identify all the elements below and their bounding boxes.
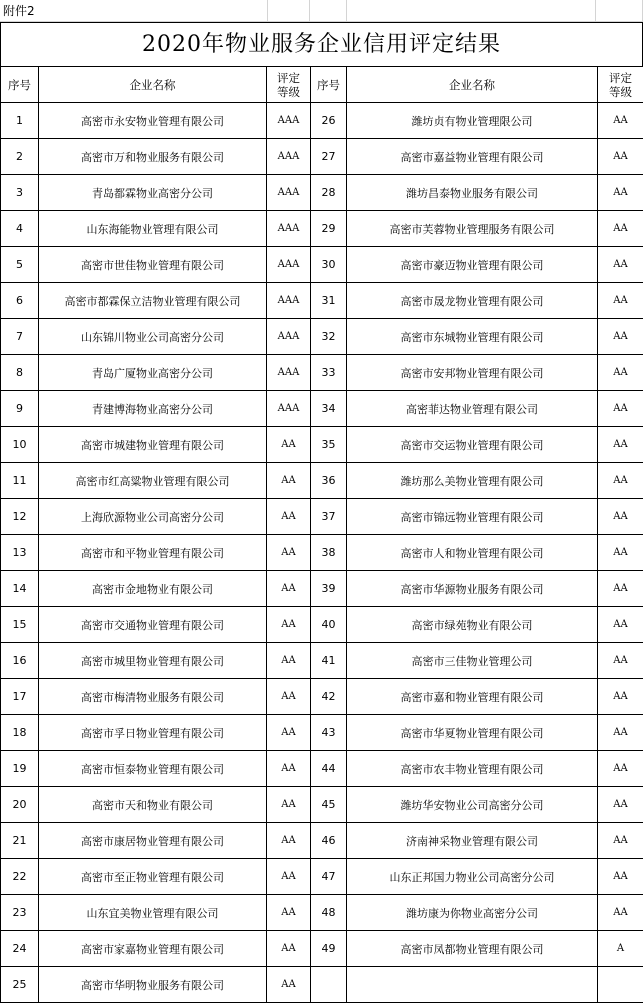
table-row xyxy=(1,715,643,751)
left-rating-grade[interactable]: AA xyxy=(267,499,311,535)
right-company-name[interactable]: 潍坊那么美物业管理有限公司 xyxy=(347,463,598,499)
right-company-name[interactable]: 高密市锦远物业管理有限公司 xyxy=(347,499,598,535)
right-rating-grade[interactable]: AA xyxy=(598,319,643,355)
right-company-name[interactable]: 高密市华夏物业管理有限公司 xyxy=(347,715,598,751)
right-rating-grade[interactable]: AA xyxy=(598,895,643,931)
header-company: 企业名称 xyxy=(39,67,267,103)
header-index: 序号 xyxy=(1,67,39,103)
right-company-name[interactable]: 高密市嘉益物业管理有限公司 xyxy=(347,139,598,175)
left-row-index[interactable]: 20 xyxy=(1,787,39,823)
right-rating-grade[interactable]: AA xyxy=(598,211,643,247)
empty-cell[interactable] xyxy=(310,0,347,22)
right-row-index[interactable]: 37 xyxy=(311,499,347,535)
left-company-name[interactable]: 高密市永安物业管理有限公司 xyxy=(39,103,267,139)
left-rating-grade[interactable]: AAA xyxy=(267,355,311,391)
top-row xyxy=(0,0,643,22)
header-row xyxy=(1,67,643,103)
page-title: 2020年物业服务企业信用评定结果 xyxy=(0,22,643,66)
right-company-name[interactable]: 高密菲达物业管理有限公司 xyxy=(347,391,598,427)
right-rating-grade[interactable]: AA xyxy=(598,175,643,211)
left-row-index[interactable]: 9 xyxy=(1,391,39,427)
table-row xyxy=(1,355,643,391)
right-company-name[interactable]: 高密市东城物业管理有限公司 xyxy=(347,319,598,355)
table-row xyxy=(1,463,643,499)
left-rating-grade[interactable]: AA xyxy=(267,751,311,787)
right-row-index[interactable]: 38 xyxy=(311,535,347,571)
table-row xyxy=(1,859,643,895)
header-grade-line2: 等级 xyxy=(609,84,632,99)
right-company-name[interactable]: 高密市安邦物业管理有限公司 xyxy=(347,355,598,391)
left-company-name[interactable]: 高密市孚日物业管理有限公司 xyxy=(39,715,267,751)
table-row xyxy=(1,679,643,715)
table-row xyxy=(1,499,643,535)
header-grade-line1: 评定 xyxy=(277,70,300,85)
left-rating-grade[interactable]: AAA xyxy=(267,103,311,139)
right-rating-grade[interactable]: AA xyxy=(598,679,643,715)
header-grade xyxy=(267,67,311,103)
left-company-name[interactable]: 上海欣源物业公司高密分公司 xyxy=(39,499,267,535)
right-rating-grade[interactable]: AA xyxy=(598,823,643,859)
right-company-name[interactable]: 高密市绿苑物业有限公司 xyxy=(347,607,598,643)
rating-table xyxy=(0,66,643,1003)
left-company-name[interactable]: 高密市康居物业管理有限公司 xyxy=(39,823,267,859)
right-company-name[interactable]: 山东正邦国力物业公司高密分公司 xyxy=(347,859,598,895)
right-rating-grade[interactable]: AA xyxy=(598,643,643,679)
left-row-index[interactable]: 10 xyxy=(1,427,39,463)
table-row xyxy=(1,571,643,607)
right-company-name[interactable]: 高密市晟龙物业管理有限公司 xyxy=(347,283,598,319)
header-grade-line1: 评定 xyxy=(609,70,632,85)
left-company-name[interactable]: 高密市都霖保立洁物业管理有限公司 xyxy=(39,283,267,319)
right-row-index[interactable]: 40 xyxy=(311,607,347,643)
left-row-index[interactable]: 17 xyxy=(1,679,39,715)
left-rating-grade[interactable]: AA xyxy=(267,931,311,967)
left-row-index[interactable]: 3 xyxy=(1,175,39,211)
left-row-index[interactable]: 7 xyxy=(1,319,39,355)
right-company-name[interactable]: 高密市农丰物业管理有限公司 xyxy=(347,751,598,787)
right-row-index[interactable]: 31 xyxy=(311,283,347,319)
left-row-index[interactable]: 23 xyxy=(1,895,39,931)
left-rating-grade[interactable]: AAA xyxy=(267,175,311,211)
header-index: 序号 xyxy=(311,67,347,103)
right-row-index[interactable] xyxy=(311,967,347,1003)
right-rating-grade[interactable] xyxy=(598,967,643,1003)
right-row-index[interactable]: 45 xyxy=(311,787,347,823)
left-rating-grade[interactable]: AAA xyxy=(267,391,311,427)
left-company-name[interactable]: 高密市万和物业服务有限公司 xyxy=(39,139,267,175)
right-rating-grade[interactable]: AA xyxy=(598,859,643,895)
right-rating-grade[interactable]: AA xyxy=(598,247,643,283)
table-row xyxy=(1,175,643,211)
left-rating-grade[interactable]: AA xyxy=(267,643,311,679)
left-row-index[interactable]: 14 xyxy=(1,571,39,607)
table-row xyxy=(1,643,643,679)
right-rating-grade[interactable]: AA xyxy=(598,355,643,391)
left-row-index[interactable]: 5 xyxy=(1,247,39,283)
right-rating-grade[interactable]: AA xyxy=(598,535,643,571)
table-row xyxy=(1,211,643,247)
left-company-name[interactable]: 高密市交通物业管理有限公司 xyxy=(39,607,267,643)
right-rating-grade[interactable]: A xyxy=(598,931,643,967)
table-row xyxy=(1,139,643,175)
left-rating-grade[interactable]: AA xyxy=(267,607,311,643)
left-company-name[interactable]: 青岛广厦物业高密分公司 xyxy=(39,355,267,391)
left-company-name[interactable]: 高密市城建物业管理有限公司 xyxy=(39,427,267,463)
left-company-name[interactable]: 青岛都霖物业高密分公司 xyxy=(39,175,267,211)
table-row xyxy=(1,391,643,427)
left-row-index[interactable]: 21 xyxy=(1,823,39,859)
table-row xyxy=(1,319,643,355)
left-company-name[interactable]: 高密市和平物业管理有限公司 xyxy=(39,535,267,571)
right-row-index[interactable]: 32 xyxy=(311,319,347,355)
empty-cell[interactable] xyxy=(347,0,596,22)
table-row xyxy=(1,751,643,787)
left-row-index[interactable]: 4 xyxy=(1,211,39,247)
left-company-name[interactable]: 高密市家嘉物业管理有限公司 xyxy=(39,931,267,967)
left-row-index[interactable]: 24 xyxy=(1,931,39,967)
right-rating-grade[interactable]: AA xyxy=(598,463,643,499)
right-row-index[interactable]: 44 xyxy=(311,751,347,787)
right-company-name[interactable]: 高密市华源物业服务有限公司 xyxy=(347,571,598,607)
right-row-index[interactable]: 33 xyxy=(311,355,347,391)
right-row-index[interactable]: 49 xyxy=(311,931,347,967)
right-row-index[interactable]: 36 xyxy=(311,463,347,499)
left-company-name[interactable]: 高密市梅清物业服务有限公司 xyxy=(39,679,267,715)
right-company-name[interactable]: 济南神采物业管理有限公司 xyxy=(347,823,598,859)
right-company-name[interactable]: 高密市交运物业管理有限公司 xyxy=(347,427,598,463)
table-row xyxy=(1,967,643,1003)
right-row-index[interactable]: 41 xyxy=(311,643,347,679)
left-row-index[interactable]: 12 xyxy=(1,499,39,535)
table-row xyxy=(1,103,643,139)
left-company-name[interactable]: 高密市华明物业服务有限公司 xyxy=(39,967,267,1003)
left-company-name[interactable]: 山东宜美物业管理有限公司 xyxy=(39,895,267,931)
left-rating-grade[interactable]: AA xyxy=(267,895,311,931)
left-company-name[interactable]: 高密市恒泰物业管理有限公司 xyxy=(39,751,267,787)
right-row-index[interactable]: 34 xyxy=(311,391,347,427)
right-row-index[interactable]: 26 xyxy=(311,103,347,139)
left-row-index[interactable]: 1 xyxy=(1,103,39,139)
left-rating-grade[interactable]: AA xyxy=(267,679,311,715)
right-company-name[interactable]: 高密市嘉和物业管理有限公司 xyxy=(347,679,598,715)
table-row xyxy=(1,427,643,463)
left-row-index[interactable]: 8 xyxy=(1,355,39,391)
left-rating-grade[interactable]: AAA xyxy=(267,211,311,247)
right-rating-grade[interactable]: AA xyxy=(598,715,643,751)
empty-cell[interactable] xyxy=(268,0,310,22)
right-row-index[interactable]: 43 xyxy=(311,715,347,751)
right-rating-grade[interactable]: AA xyxy=(598,283,643,319)
left-row-index[interactable]: 6 xyxy=(1,283,39,319)
left-rating-grade[interactable]: AA xyxy=(267,787,311,823)
attachment-label[interactable]: 附件2 xyxy=(0,0,268,22)
right-company-name[interactable] xyxy=(347,967,598,1003)
left-rating-grade[interactable]: AA xyxy=(267,967,311,1003)
right-row-index[interactable]: 39 xyxy=(311,571,347,607)
left-company-name[interactable]: 高密市世佳物业管理有限公司 xyxy=(39,247,267,283)
left-rating-grade[interactable]: AA xyxy=(267,715,311,751)
left-company-name[interactable]: 高密市城里物业管理有限公司 xyxy=(39,643,267,679)
left-rating-grade[interactable]: AA xyxy=(267,823,311,859)
table-row xyxy=(1,283,643,319)
left-row-index[interactable]: 2 xyxy=(1,139,39,175)
right-company-name[interactable]: 潍坊康为你物业高密分公司 xyxy=(347,895,598,931)
left-rating-grade[interactable]: AA xyxy=(267,859,311,895)
left-row-index[interactable]: 16 xyxy=(1,643,39,679)
right-row-index[interactable]: 48 xyxy=(311,895,347,931)
left-rating-grade[interactable]: AA xyxy=(267,463,311,499)
table-row xyxy=(1,895,643,931)
left-company-name[interactable]: 高密市金地物业有限公司 xyxy=(39,571,267,607)
left-rating-grade[interactable]: AA xyxy=(267,427,311,463)
right-company-name[interactable]: 潍坊贞有物业管理限公司 xyxy=(347,103,598,139)
right-company-name[interactable]: 高密市芙蓉物业管理服务有限公司 xyxy=(347,211,598,247)
right-company-name[interactable]: 高密市凤都物业管理有限公司 xyxy=(347,931,598,967)
right-rating-grade[interactable]: AA xyxy=(598,391,643,427)
left-company-name[interactable]: 高密市天和物业有限公司 xyxy=(39,787,267,823)
right-row-index[interactable]: 42 xyxy=(311,679,347,715)
left-row-index[interactable]: 22 xyxy=(1,859,39,895)
table-row xyxy=(1,823,643,859)
table-row xyxy=(1,607,643,643)
right-company-name[interactable]: 高密市人和物业管理有限公司 xyxy=(347,535,598,571)
left-company-name[interactable]: 高密市红高粱物业管理有限公司 xyxy=(39,463,267,499)
right-company-name[interactable]: 高密市豪迈物业管理有限公司 xyxy=(347,247,598,283)
left-rating-grade[interactable]: AAA xyxy=(267,139,311,175)
left-row-index[interactable]: 25 xyxy=(1,967,39,1003)
table-body xyxy=(1,103,643,1003)
left-company-name[interactable]: 山东锦川物业公司高密分公司 xyxy=(39,319,267,355)
empty-cell[interactable] xyxy=(596,0,643,22)
left-rating-grade[interactable]: AA xyxy=(267,571,311,607)
right-rating-grade[interactable]: AA xyxy=(598,607,643,643)
left-row-index[interactable]: 11 xyxy=(1,463,39,499)
table-row xyxy=(1,931,643,967)
left-row-index[interactable]: 18 xyxy=(1,715,39,751)
table-row xyxy=(1,535,643,571)
table-row xyxy=(1,247,643,283)
right-row-index[interactable]: 30 xyxy=(311,247,347,283)
header-grade-line2: 等级 xyxy=(277,84,300,99)
left-company-name[interactable]: 青建博海物业高密分公司 xyxy=(39,391,267,427)
right-rating-grade[interactable]: AA xyxy=(598,751,643,787)
left-row-index[interactable]: 13 xyxy=(1,535,39,571)
right-company-name[interactable]: 潍坊昌泰物业服务有限公司 xyxy=(347,175,598,211)
right-rating-grade[interactable]: AA xyxy=(598,787,643,823)
right-rating-grade[interactable]: AA xyxy=(598,571,643,607)
right-row-index[interactable]: 47 xyxy=(311,859,347,895)
right-company-name[interactable]: 高密市三佳物业管理公司 xyxy=(347,643,598,679)
right-rating-grade[interactable]: AA xyxy=(598,139,643,175)
header-grade xyxy=(598,67,643,103)
right-row-index[interactable]: 28 xyxy=(311,175,347,211)
left-rating-grade[interactable]: AA xyxy=(267,535,311,571)
left-rating-grade[interactable]: AAA xyxy=(267,319,311,355)
right-rating-grade[interactable]: AA xyxy=(598,103,643,139)
left-company-name[interactable]: 高密市至正物业管理有限公司 xyxy=(39,859,267,895)
right-row-index[interactable]: 46 xyxy=(311,823,347,859)
header-company: 企业名称 xyxy=(347,67,598,103)
right-rating-grade[interactable]: AA xyxy=(598,427,643,463)
left-rating-grade[interactable]: AAA xyxy=(267,247,311,283)
right-row-index[interactable]: 35 xyxy=(311,427,347,463)
left-rating-grade[interactable]: AAA xyxy=(267,283,311,319)
left-row-index[interactable]: 15 xyxy=(1,607,39,643)
right-row-index[interactable]: 27 xyxy=(311,139,347,175)
left-row-index[interactable]: 19 xyxy=(1,751,39,787)
right-row-index[interactable]: 29 xyxy=(311,211,347,247)
right-rating-grade[interactable]: AA xyxy=(598,499,643,535)
left-company-name[interactable]: 山东海能物业管理有限公司 xyxy=(39,211,267,247)
right-company-name[interactable]: 潍坊华安物业公司高密分公司 xyxy=(347,787,598,823)
table-row xyxy=(1,787,643,823)
